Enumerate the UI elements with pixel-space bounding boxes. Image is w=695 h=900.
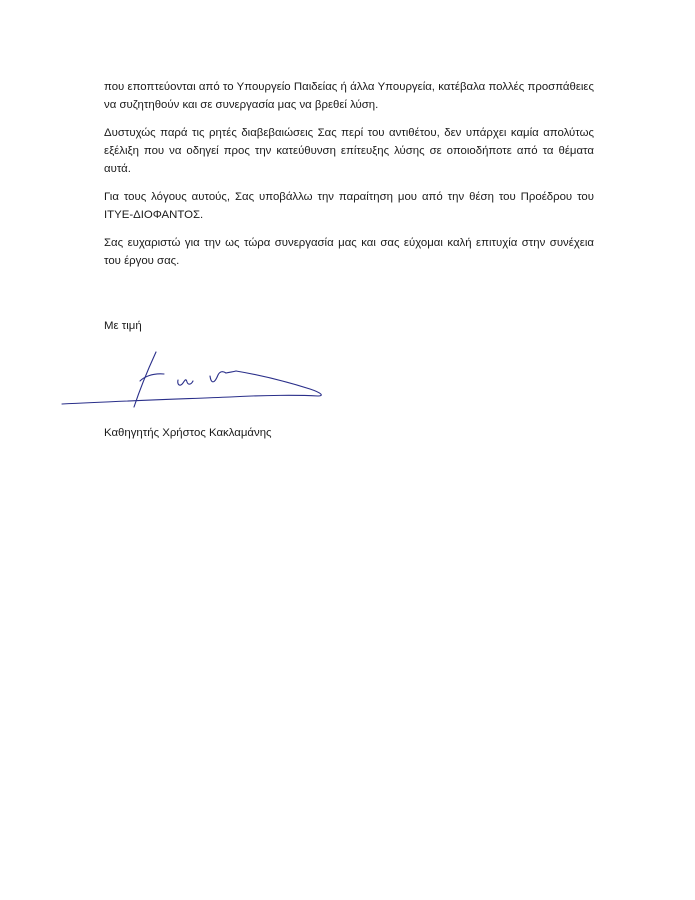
paragraph-1: που εποπτεύονται από το Υπουργείο Παιδείας ή άλλα Υπουργεία, κατέβαλα πολλές προσπάθειες να συζητηθούν και σε συνεργασία μας να βρεθεί λύση. [104, 81, 594, 111]
paragraph-3: Για τους λόγους αυτούς, Σας υποβάλλω την παραίτηση μου από την θέση του Προέδρου του ΙΤΥΕ-ΔΙΟΦΑΝΤΟΣ. [104, 191, 594, 221]
signature-icon [60, 345, 330, 415]
letter-body [104, 78, 594, 280]
paragraph-4: Σας ευχαριστώ για την ως τώρα συνεργασία μας και σας εύχομαι καλή επιτυχία στην συνέχεια του έργου σας. [104, 237, 594, 267]
paragraph-2: Δυστυχώς παρά τις ρητές διαβεβαιώσεις Σας περί του αντιθέτου, δεν υπάρχει καμία απολύτως εξέλιξη που να οδηγεί προς την κατεύθυνση επίτευξης λύσης σε οποιοδήποτε από τα θέματα αυτά. [104, 127, 594, 175]
closing-salutation: Με τιμή [104, 320, 142, 332]
signer-name: Καθηγητής Χρήστος Κακλαμάνης [104, 427, 272, 439]
